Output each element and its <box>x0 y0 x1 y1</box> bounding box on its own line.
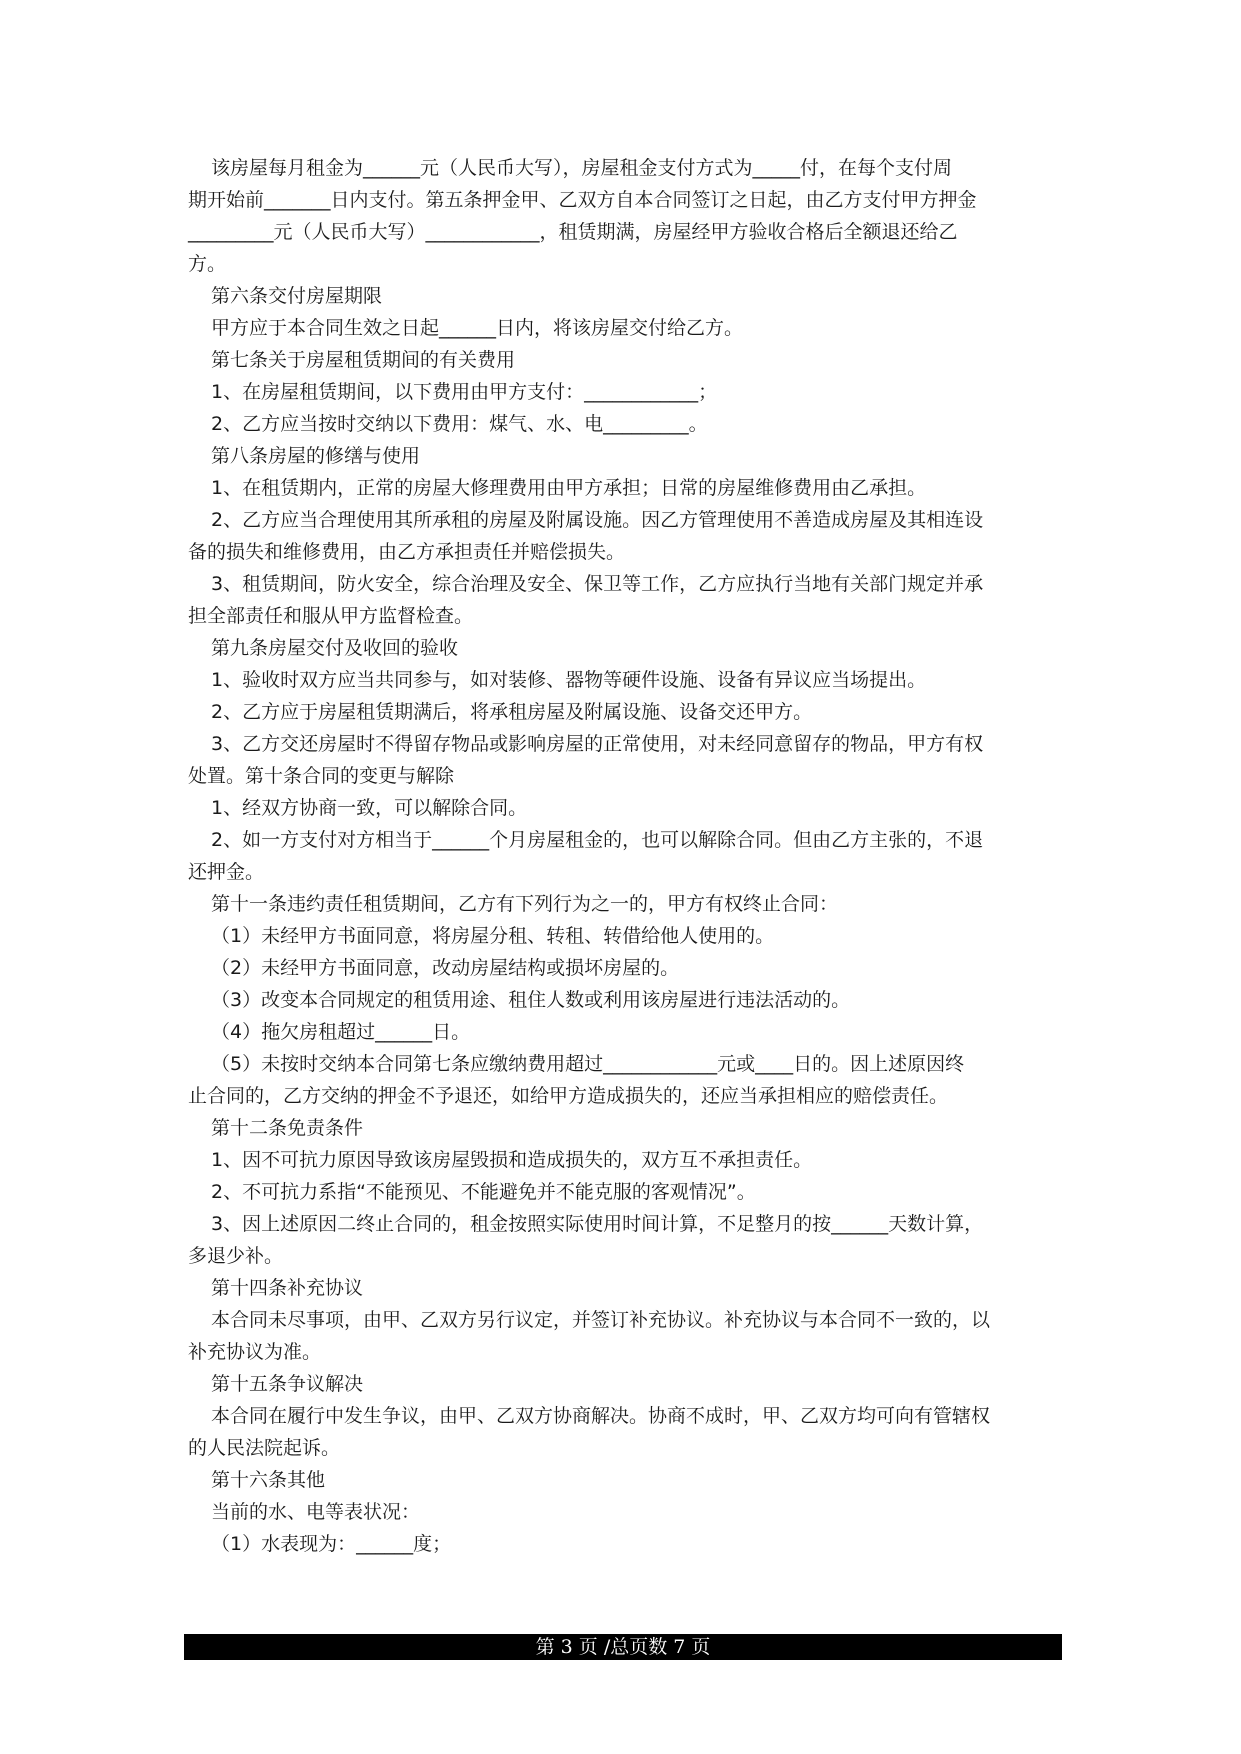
text-line: （4）拖欠房租超过______日。 <box>211 1021 471 1043</box>
text-line: 1、在租赁期内，正常的房屋大修理费用由甲方承担；日常的房屋维修费用由乙承担。 <box>211 477 927 499</box>
text-line: 1、经双方协商一致，可以解除合同。 <box>211 797 528 819</box>
text-line: 第十二条免责条件 <box>211 1117 364 1139</box>
text-line: 该房屋每月租金为______元（人民币大写），房屋租金支付方式为_____付，在每个支付周 <box>211 157 953 179</box>
text-line: 第十一条违约责任租赁期间，乙方有下列行为之一的，甲方有权终止合同： <box>211 893 839 915</box>
text-line: 处置。第十条合同的变更与解除 <box>188 765 455 787</box>
text-line: 3、乙方交还房屋时不得留存物品或影响房屋的正常使用，对未经同意留存的物品，甲方有权 <box>211 733 984 755</box>
text-line: 方。 <box>188 253 227 275</box>
page-number-label: 第 3 页 /总页数 7 页 <box>535 1636 711 1658</box>
text-line: 止合同的，乙方交纳的押金不予退还，如给甲方造成损失的，还应当承担相应的赔偿责任。 <box>188 1085 949 1107</box>
text-line: 本合同在履行中发生争议，由甲、乙双方协商解决。协商不成时，甲、乙双方均可向有管辖权 <box>211 1405 991 1427</box>
text-line: 第七条关于房屋租赁期间的有关费用 <box>211 349 516 371</box>
text-line: 第十四条补充协议 <box>211 1277 364 1299</box>
text-line: 补充协议为准。 <box>188 1341 322 1363</box>
text-line: 第十五条争议解决 <box>211 1373 364 1395</box>
text-line: 的人民法院起诉。 <box>188 1437 341 1459</box>
text-line: （1）未经甲方书面同意，将房屋分租、转租、转借给他人使用的。 <box>211 925 775 947</box>
text-line: _________元（人民币大写）____________，租赁期满，房屋经甲方验收合格后全额退还给乙 <box>188 221 958 243</box>
text-line: （1）水表现为：______度； <box>211 1533 452 1555</box>
text-line: （5）未按时交纳本合同第七条应缴纳费用超过____________元或____日的。因上述原因终 <box>211 1053 965 1075</box>
text-line: （3）改变本合同规定的租赁用途、租住人数或利用该房屋进行违法活动的。 <box>211 989 851 1011</box>
text-line: 2、乙方应当按时交纳以下费用：煤气、水、电_________。 <box>211 413 708 435</box>
text-line: 2、乙方应当合理使用其所承租的房屋及附属设施。因乙方管理使用不善造成房屋及其相连设 <box>211 509 984 531</box>
text-line: 第六条交付房屋期限 <box>211 285 383 307</box>
text-line: 3、租赁期间，防火安全，综合治理及安全、保卫等工作，乙方应执行当地有关部门规定并承 <box>211 573 984 595</box>
text-line: 当前的水、电等表状况： <box>211 1501 421 1523</box>
text-line: 第八条房屋的修缮与使用 <box>211 445 421 467</box>
text-line: 多退少补。 <box>188 1245 284 1267</box>
text-line: 2、不可抗力系指“不能预见、不能避免并不能克服的客观情况”。 <box>211 1181 756 1203</box>
text-line: 甲方应于本合同生效之日起______日内，将该房屋交付给乙方。 <box>211 317 744 339</box>
text-line: 还押金。 <box>188 861 265 883</box>
text-line: 本合同未尽事项，由甲、乙双方另行议定，并签订补充协议。补充协议与本合同不一致的，以 <box>211 1309 991 1331</box>
text-line: 2、乙方应于房屋租赁期满后，将承租房屋及附属设施、设备交还甲方。 <box>211 701 813 723</box>
text-line: （2）未经甲方书面同意，改动房屋结构或损坏房屋的。 <box>211 957 680 979</box>
page-footer <box>184 1634 1062 1660</box>
text-line: 1、验收时双方应当共同参与，如对装修、器物等硬件设施、设备有异议应当场提出。 <box>211 669 927 691</box>
text-line: 备的损失和维修费用，由乙方承担责任并赔偿损失。 <box>188 541 626 563</box>
text-line: 第九条房屋交付及收回的验收 <box>211 637 459 659</box>
text-line: 2、如一方支付对方相当于______个月房屋租金的，也可以解除合同。但由乙方主张的，不退 <box>211 829 984 851</box>
text-line: 期开始前_______日内支付。第五条押金甲、乙双方自本合同签订之日起，由乙方支付甲方押金 <box>188 189 977 211</box>
text-line: 3、因上述原因二终止合同的，租金按照实际使用时间计算，不足整月的按______天数计算， <box>211 1213 984 1235</box>
document-body <box>188 152 1068 1560</box>
text-line: 第十六条其他 <box>211 1469 326 1491</box>
text-line: 1、因不可抗力原因导致该房屋毁损和造成损失的，双方互不承担责任。 <box>211 1149 813 1171</box>
text-line: 1、在房屋租赁期间，以下费用由甲方支付：____________； <box>211 381 718 403</box>
text-line: 担全部责任和服从甲方监督检查。 <box>188 605 474 627</box>
